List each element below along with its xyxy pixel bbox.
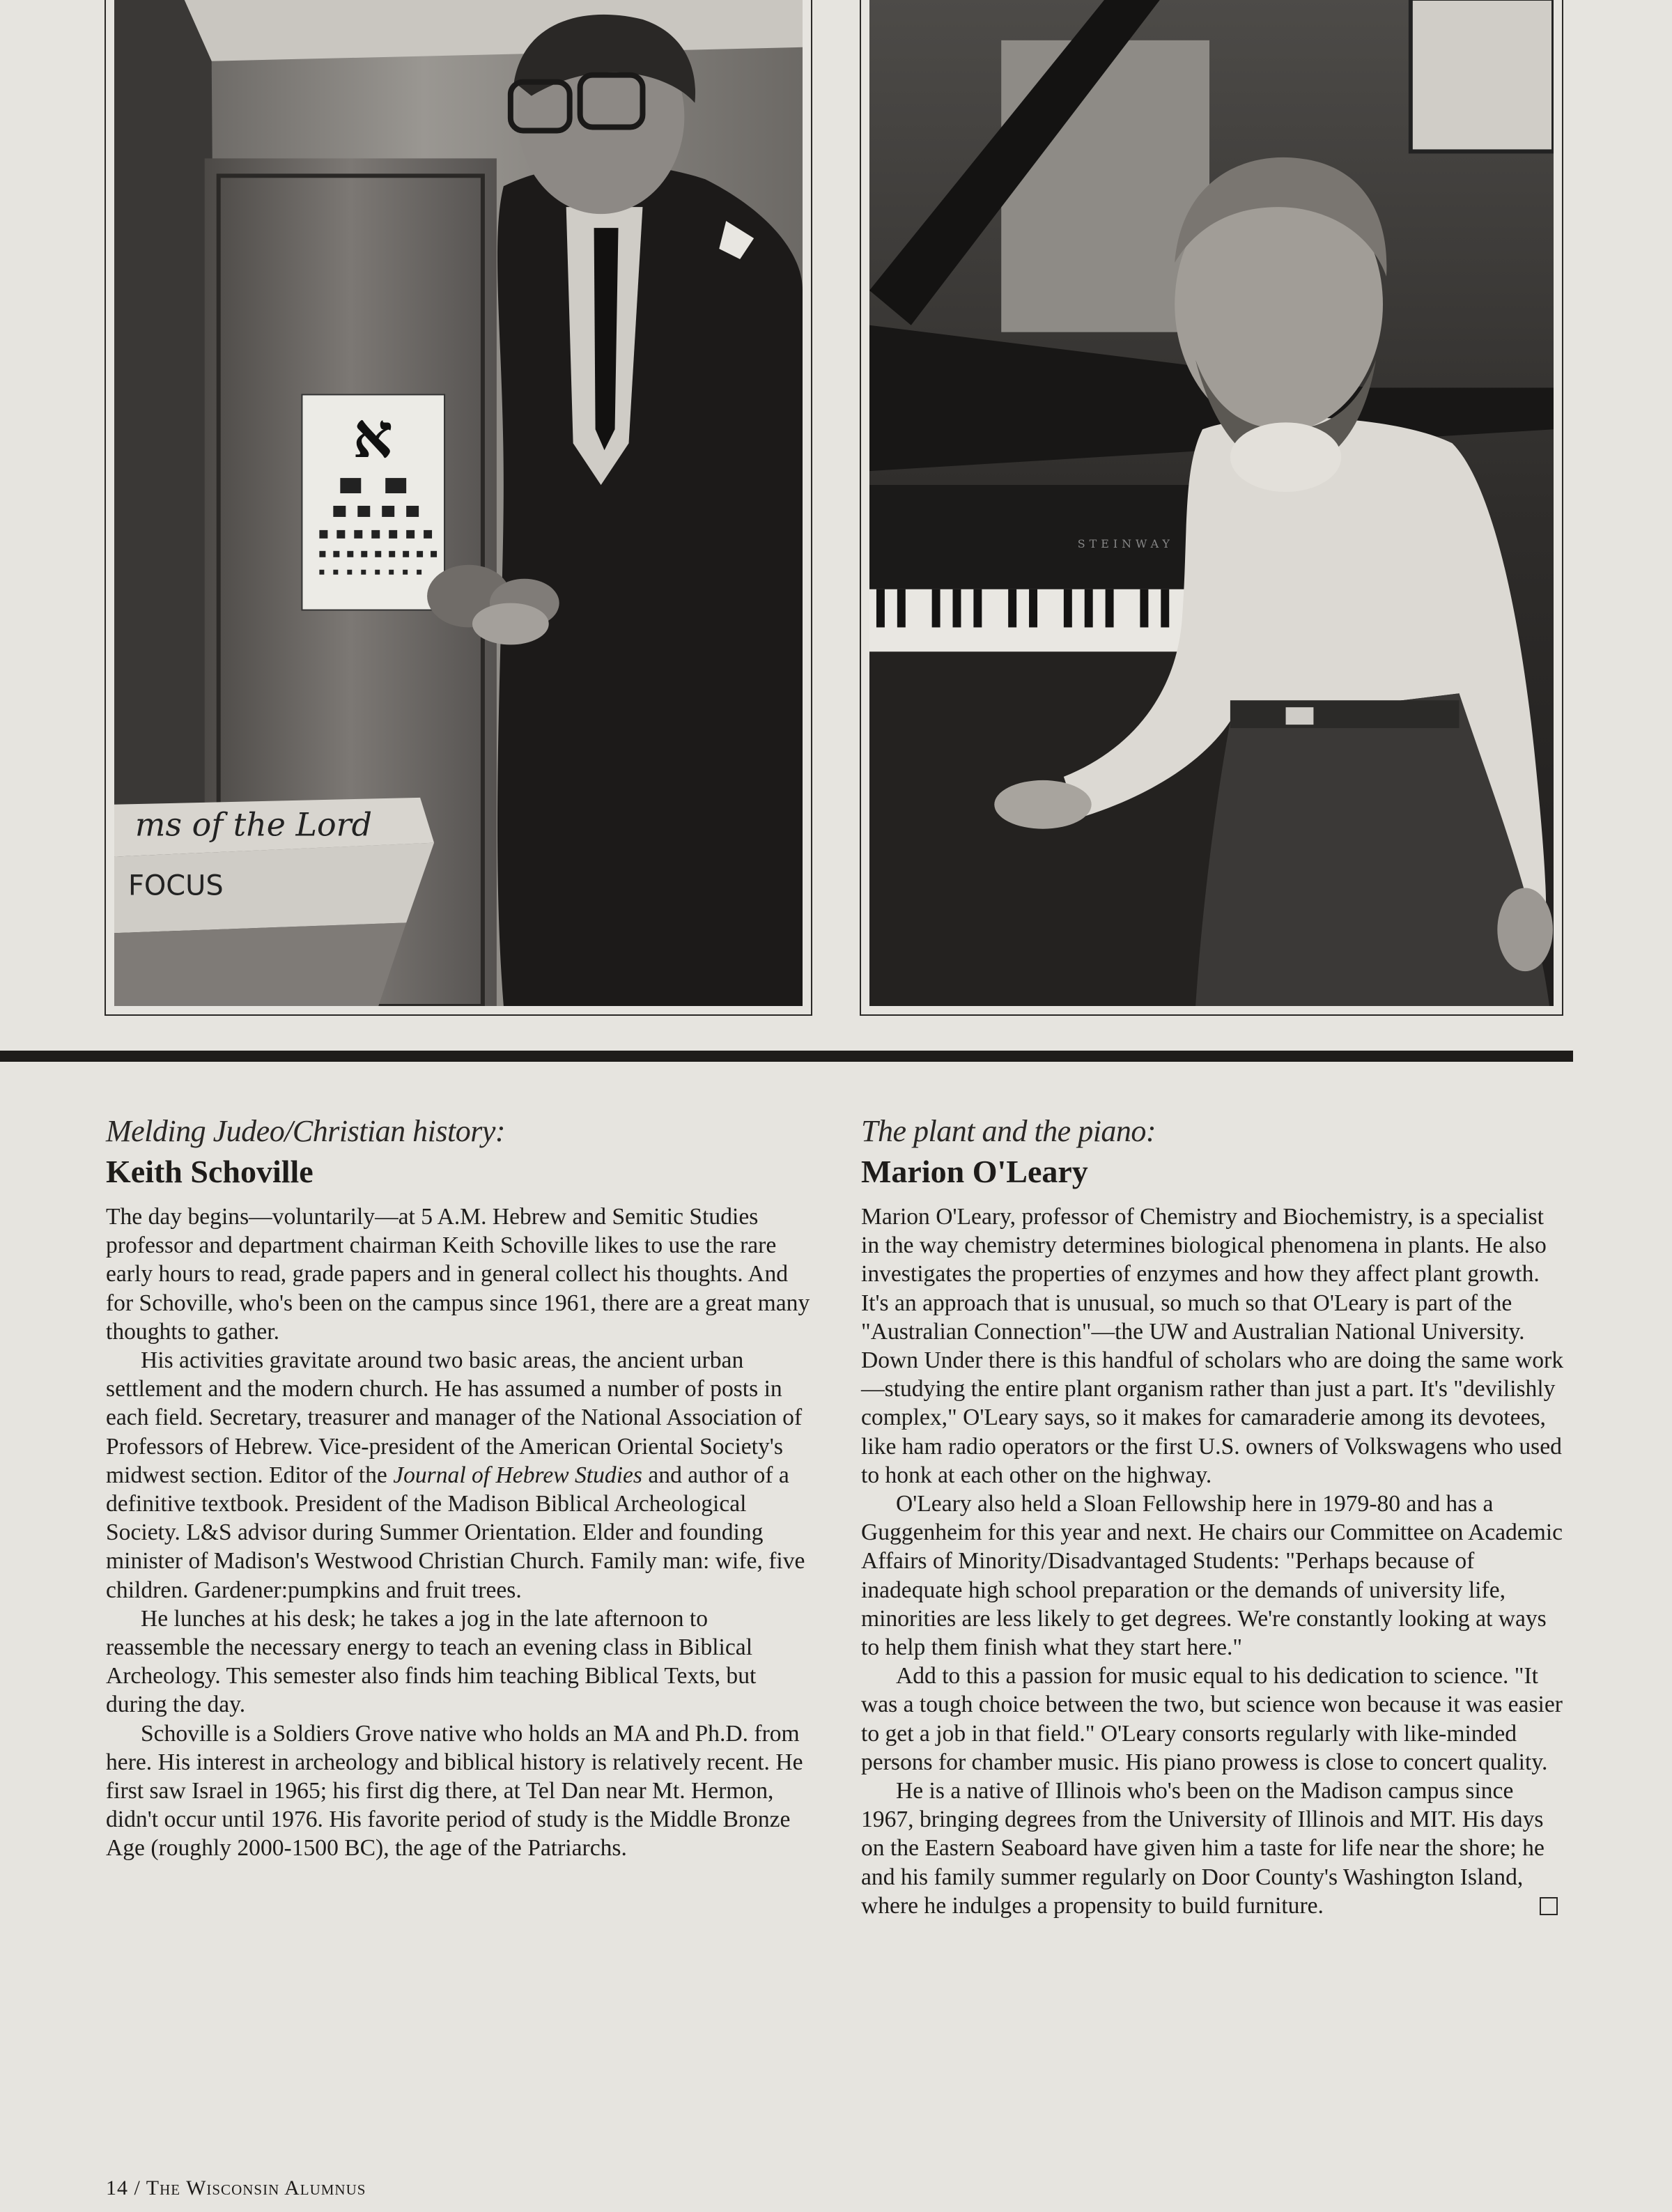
journal-title: Journal of Hebrew Studies (393, 1462, 643, 1488)
photo-keith-schoville (114, 0, 803, 1006)
paragraph-2-part-b: and author of a definitive textbook. President of the Madison Biblical Archeological Society. L&S advisor during Summer Orientation. Elder and founding minister of Madison's Westwood Christian Church. Family man: wife, five children. Gardener:pumpkins and fruit trees. (106, 1462, 805, 1603)
article-keith-schoville (106, 1112, 816, 1863)
page-folio-text: 14 / The Wisconsin Alumnus (106, 2176, 366, 2199)
photo-oleary-image (869, 0, 1554, 1006)
article-headline: Marion O'Leary (861, 1154, 1088, 1189)
page-folio (106, 2176, 366, 2200)
section-divider-rule (0, 1051, 1573, 1062)
paragraph-1: The day begins—voluntarily—at 5 A.M. Hebrew and Semitic Studies professor and department chairman Keith Schoville likes to use the rare early hours to read, grade papers and in general collect his thoughts. And for Schoville, who's been on the campus since 1961, there are a great many thoughts to gather. (106, 1204, 810, 1345)
paragraph-4: Schoville is a Soldiers Grove native who holds an MA and Ph.D. from here. His interest in archeology and biblical history is relatively recent. He first saw Israel in 1965; his first dig there, at Tel Dan near Mt. Hermon, didn't occur until 1976. His favorite period of study is the Middle Bronze Age (roughly 2000-1500 BC), the age of the Patriarchs. (106, 1720, 803, 1862)
paragraph-4-text: He is a native of Illinois who's been on the Madison campus since 1967, bringing degrees from the University of Illinois and MIT. His days on the Eastern Seaboard have given him a taste for life near the shore; he and his family summer regularly on Door County's Washington Island, where he indulges a propensity to build furniture. (861, 1778, 1545, 1919)
book-spine-top: ms of the Lord (134, 805, 372, 844)
piano-brand: STEINWAY (1077, 536, 1174, 550)
paragraph-2-part-a: His activities gravitate around two basic areas, the ancient urban settlement and the modern church. He has assumed a number of posts in each field. Secretary, treasurer and manager of the National Association of Professors of Hebrew. Vice-president of the American Oriental Society's midwest section. Editor of the (106, 1347, 803, 1488)
paragraph-2 (106, 1346, 816, 1604)
paragraph-1: Marion O'Leary, professor of Chemistry and Biochemistry, is a specialist in the way chemistry determines biological phenomena in plants. He also investigates the properties of enzymes and how they affect plant growth. It's an approach that is unusual, so much so that O'Leary is part of the "Australian Connection"—the UW and Australian National University. Down Under there is this handful of scholars who are doing the same work—studying the entire plant organism rather than just a part. It's "devilishly complex," O'Leary says, so it makes for camaraderie among its devotees, like ham radio operators or the first U.S. owners of Volkswagens who used to honk at each other on the highway. (861, 1204, 1564, 1488)
article-kicker: Melding Judeo/Christian history: (106, 1114, 506, 1148)
article-headline: Keith Schoville (106, 1154, 314, 1189)
article-marion-oleary (861, 1112, 1565, 1920)
photo-marion-oleary (869, 0, 1554, 1006)
paragraph-3: Add to this a passion for music equal to his dedication to science. "It was a tough choice between the two, but science won because it was easier to get a job in that field." O'Leary consorts regularly with like-minded persons for chamber music. His piano prowess is close to concert quality. (861, 1663, 1563, 1775)
photo-frame-oleary (860, 0, 1563, 1016)
eye-chart-letter: א (353, 399, 394, 473)
article-kicker: The plant and the piano: (861, 1114, 1156, 1148)
paragraph-4 (861, 1777, 1565, 1920)
paragraph-2: O'Leary also held a Sloan Fellowship here in 1979-80 and has a Guggenheim for this year and next. He chairs our Committee on Academic Affairs of Minority/Disadvantaged Students: "Perhaps because of inadequate high school preparation or the demands of university life, minorities are less likely to get degrees. We're constantly looking at ways to help them finish what they start here." (861, 1491, 1563, 1661)
book-spine-bottom: FOCUS (127, 869, 224, 902)
photo-schoville-image (114, 0, 803, 1006)
paragraph-3: He lunches at his desk; he takes a jog in the late afternoon to reassemble the necessary energy to teach an evening class in Biblical Archeology. This semester also finds him teaching Biblical Texts, but during the day. (106, 1605, 757, 1718)
article-body (861, 1202, 1565, 1920)
article-body (106, 1202, 816, 1863)
end-of-article-mark (1540, 1897, 1558, 1915)
photo-frame-schoville (104, 0, 812, 1016)
